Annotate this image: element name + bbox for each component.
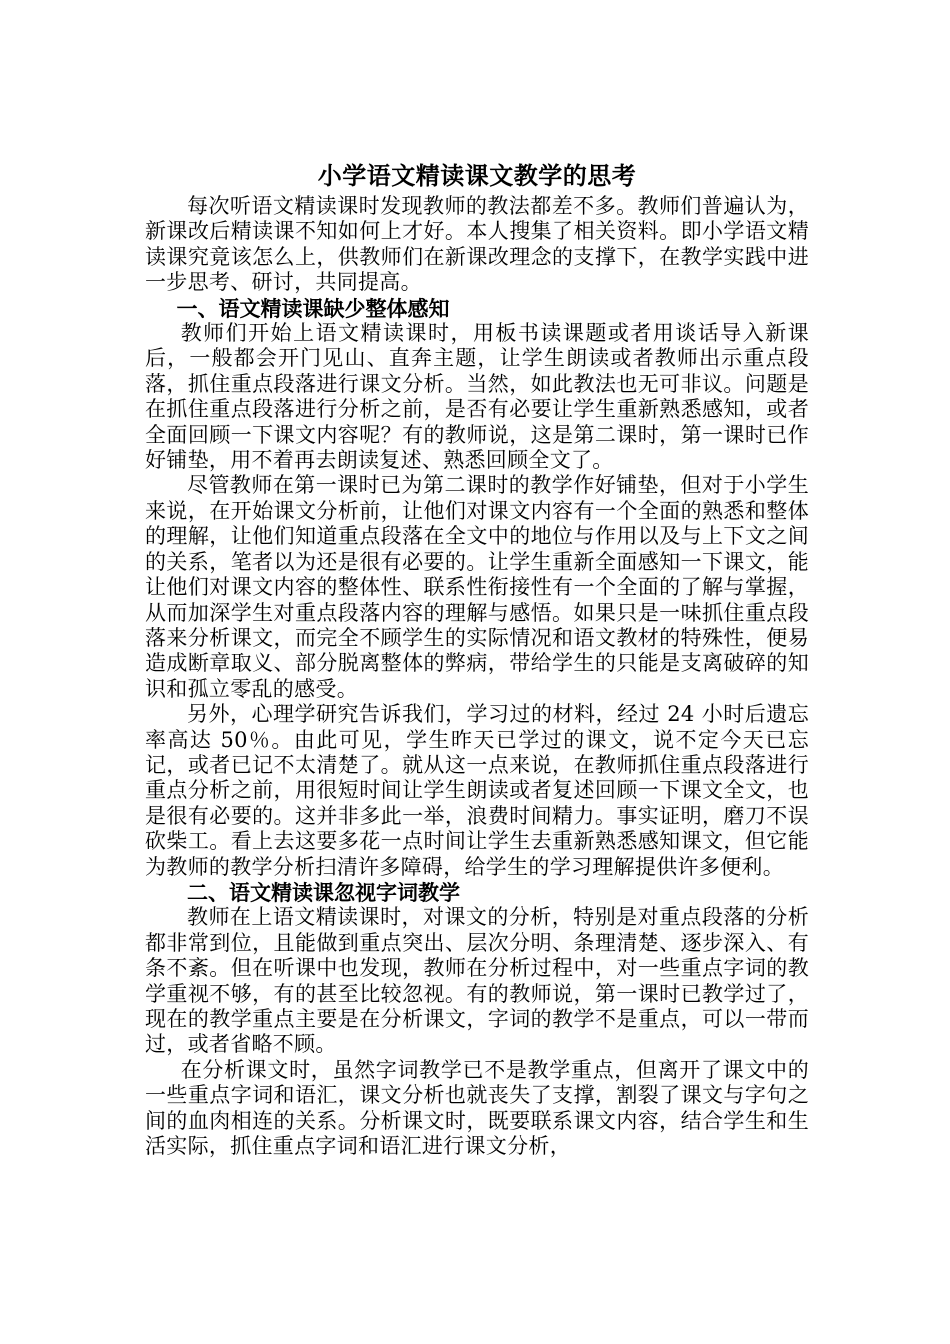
section2-paragraph-2: 在分析课文时，虽然字词教学已不是教学重点，但离开了课文中的一些重点字词和语汇，课文分析也就丧失了支撑，割裂了课文与字句之间的血肉相连的关系。分析课文时，既要联系课文内容，结合学生和生活实际，抓住重点字词和语汇进行课文分析， (145, 1057, 809, 1159)
section2-paragraph-1: 教师在上语文精读课时，对课文的分析，特别是对重点段落的分析都非常到位，且能做到重点突出、层次分明、条理清楚、逐步深入、有条不紊。但在听课中也发现，教师在分析过程中，对一些重点字词的教学重视不够，有的甚至比较忽视。有的教师说，第一课时已教学过了，现在的教学重点主要是在分析课文，字词的教学不是重点，可以一带而过，或者省略不顾。 (145, 905, 809, 1057)
intro-paragraph: 每次听语文精读课时发现教师的教法都差不多。教师们普遍认为，新课改后精读课不知如何上才好。本人搜集了相关资料。即小学语文精读课究竟该怎么上，供教师们在新课改理念的支撑下，在教学实践中进一步思考、研讨，共同提高。 (145, 194, 809, 295)
document-body (145, 160, 809, 1159)
section1-paragraph-3: 另外，心理学研究告诉我们，学习过的材料，经过 24 小时后遗忘率高达 50％。由此可见，学生昨天已学过的课文，说不定今天已忘记，或者已记不太清楚了。就从这一点来说，在教师抓住重点段落进行重点分析之前，用很短时间让学生朗读或者复述回顾一下课文全文，也是很有必要的。这并非多此一举，浪费时间精力。事实证明，磨刀不误砍柴工。看上去这要多花一点时间让学生去重新熟悉感知课文，但它能为教师的教学分析扫清许多障碍，给学生的学习理解提供许多便利。 (145, 702, 809, 879)
document-title: 小学语文精读课文教学的思考 (317, 161, 637, 190)
section-heading-1: 一、语文精读课缺少整体感知 (176, 295, 450, 321)
section1-paragraph-2: 尽管教师在第一课时已为第二课时的教学作好铺垫，但对于小学生来说，在开始课文分析前，让他们对课文内容有一个全面的熟悉和整体的理解，让他们知道重点段落在全文中的地位与作用以及与上下文之间的关系，笔者以为还是很有必要的。让学生重新全面感知一下课文，能让他们对课文内容的整体性、联系性衔接性有一个全面的了解与掌握，从而加深学生对重点段落内容的理解与感悟。如果只是一味抓住重点段落来分析课文，而完全不顾学生的实际情况和语文教材的特殊性，便易造成断章取义、部分脱离整体的弊病，带给学生的只能是支离破碎的知识和孤立零乱的感受。 (145, 473, 809, 701)
section1-paragraph-1: 教师们开始上语文精读课时，用板书读课题或者用谈话导入新课后，一般都会开门见山、直奔主题，让学生朗读或者教师出示重点段落，抓住重点段落进行课文分析。当然，如此教法也无可非议。问题是在抓住重点段落进行分析之前，是否有必要让学生重新熟悉感知，或者全面回顾一下课文内容呢？有的教师说，这是第二课时，第一课时已作好铺垫，用不着再去朗读复述、熟悉回顾全文了。 (145, 321, 809, 473)
section-heading-2: 二、语文精读课忽视字词教学 (187, 879, 460, 905)
